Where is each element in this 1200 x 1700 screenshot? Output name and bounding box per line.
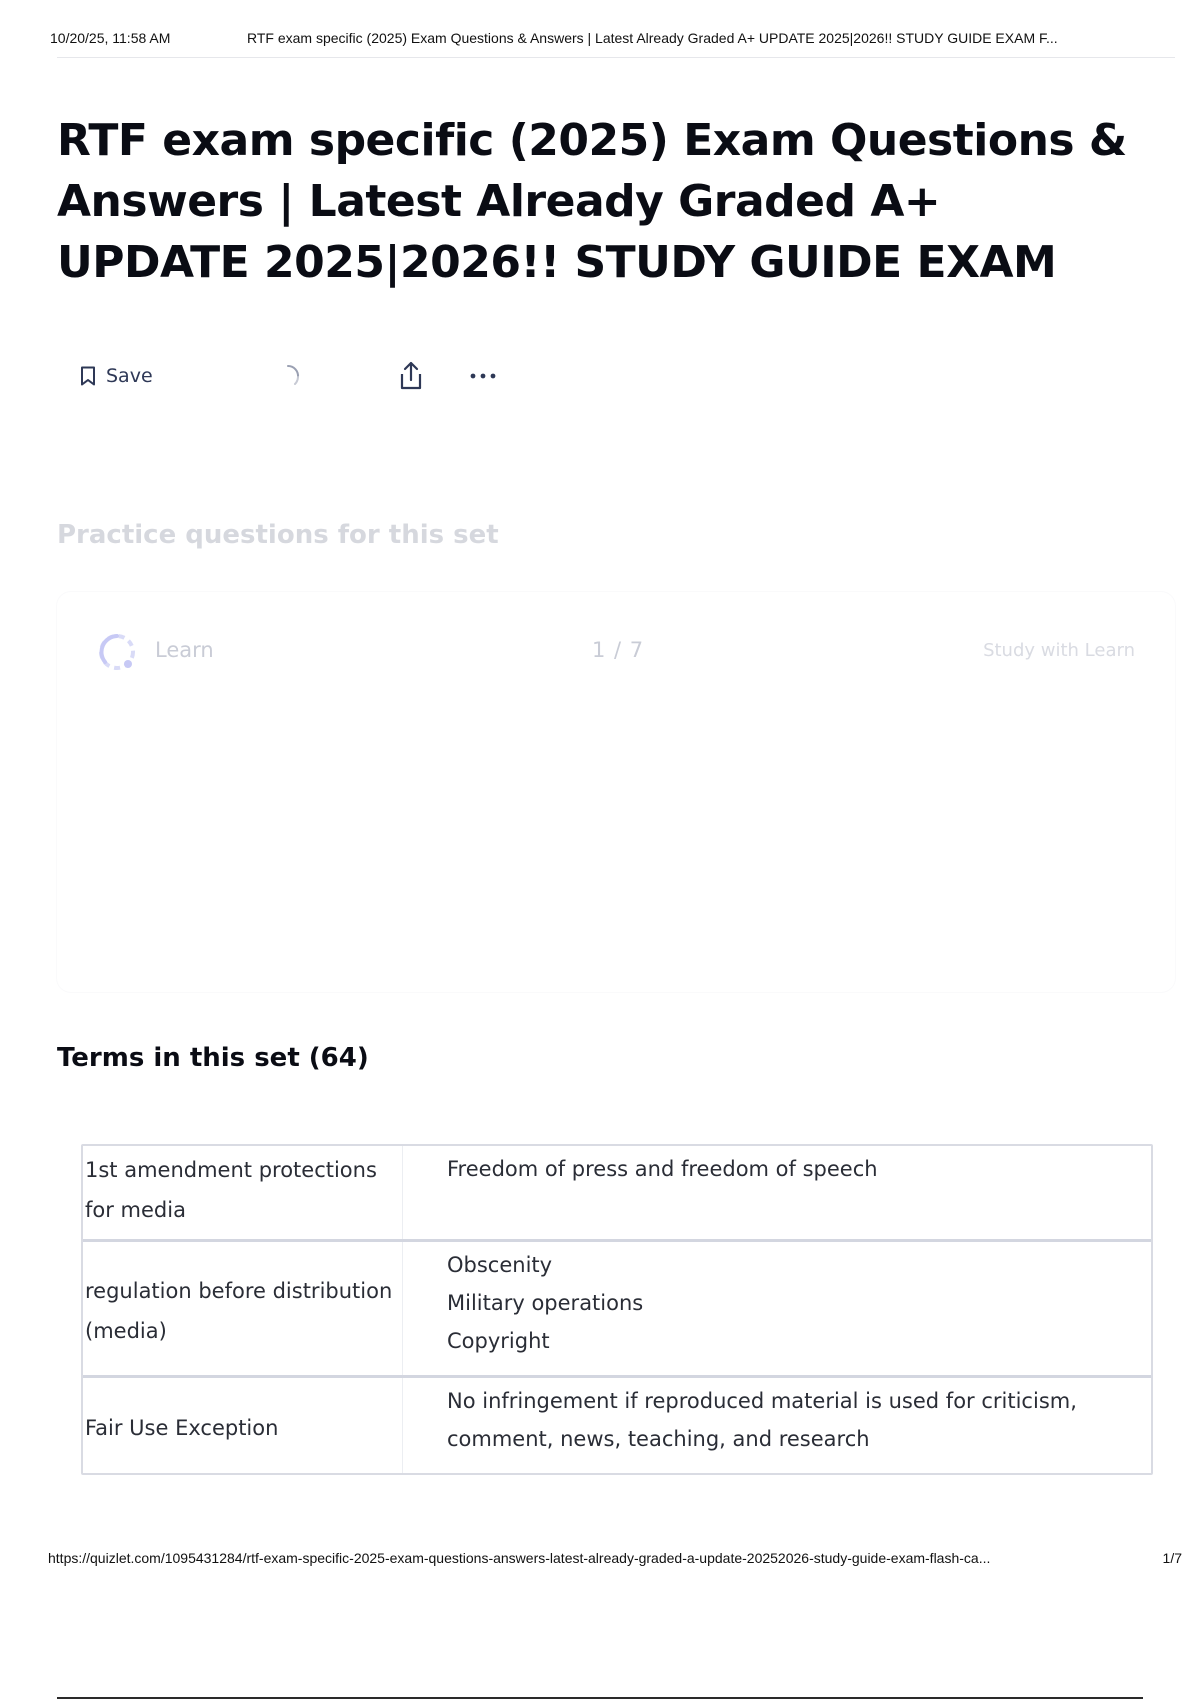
- study-with-learn-link[interactable]: Study with Learn: [983, 640, 1135, 661]
- term-word: regulation before distribution (media): [83, 1242, 403, 1375]
- print-url: https://quizlet.com/1095431284/rtf-exam-specific-2025-exam-questions-answers-latest-already-graded-a-update-20252026-study-guide-exam-flash-ca...: [48, 1550, 991, 1566]
- definition-line: Freedom of press and freedom of speech: [447, 1157, 878, 1181]
- learn-progress-icon: [97, 632, 137, 672]
- more-icon[interactable]: [466, 360, 500, 392]
- definition-line: Military operations: [447, 1291, 644, 1315]
- terms-table: [81, 1144, 1153, 1475]
- term-word: 1st amendment protections for media: [83, 1146, 403, 1239]
- table-row: [83, 1146, 1151, 1242]
- learn-label: Learn: [155, 638, 214, 662]
- share-icon[interactable]: [396, 360, 426, 392]
- definition-line: Obscenity: [447, 1253, 553, 1277]
- learn-bar: [57, 592, 1175, 702]
- print-datetime: 10/20/25, 11:58 AM: [50, 30, 171, 46]
- print-page-number: 1/7: [1162, 1550, 1182, 1566]
- term-word: Fair Use Exception: [83, 1378, 403, 1473]
- print-footer: [48, 1550, 1182, 1572]
- save-button[interactable]: [80, 358, 153, 394]
- term-definition: [403, 1242, 1151, 1375]
- bottom-divider: [57, 1697, 1143, 1699]
- print-doc-title: RTF exam specific (2025) Exam Questions & Answers | Latest Already Graded A+ UPDATE 2025|2026!! STUDY GUIDE EXAM F...: [247, 30, 1058, 46]
- learn-progress-counter: 1 / 7: [592, 638, 645, 662]
- table-row: [83, 1378, 1151, 1473]
- header-divider: [57, 57, 1175, 58]
- save-button-label: Save: [106, 365, 153, 387]
- terms-heading: Terms in this set (64): [57, 1043, 369, 1073]
- term-definition: [403, 1146, 1151, 1239]
- spinner-icon: [276, 362, 304, 390]
- page-title: RTF exam specific (2025) Exam Questions & Answers | Latest Already Graded A+ UPDATE 2025|2026!! STUDY GUIDE EXAM: [57, 115, 1127, 288]
- table-row: [83, 1242, 1151, 1378]
- definition-line: Copyright: [447, 1329, 550, 1353]
- print-header: [50, 30, 1180, 58]
- action-bar: [80, 358, 520, 394]
- term-definition: [403, 1378, 1151, 1473]
- learn-card: [57, 592, 1175, 992]
- definition-line: No infringement if reproduced material is used for criticism, comment, news, teaching, and research: [447, 1389, 1077, 1451]
- bookmark-icon: [80, 366, 96, 386]
- practice-heading: Practice questions for this set: [57, 520, 499, 550]
